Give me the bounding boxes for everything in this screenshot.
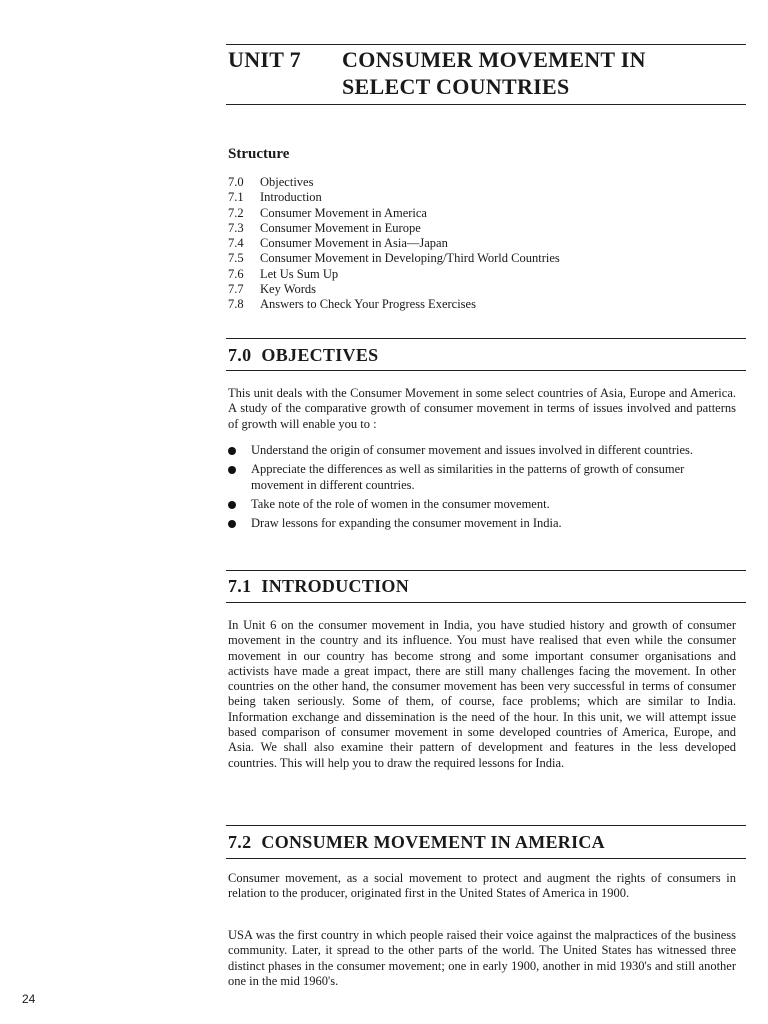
- toc-item: 7.1 Introduction: [228, 190, 322, 205]
- unit-title: [228, 46, 748, 100]
- structure-heading: Structure: [228, 146, 290, 162]
- section-rule: [226, 338, 746, 339]
- introduction-heading: 7.1 INTRODUCTION: [228, 576, 410, 596]
- list-item: Draw lessons for expanding the consumer movement in India.: [228, 516, 736, 531]
- bullet-icon: [228, 501, 236, 509]
- section-rule: [226, 858, 746, 859]
- section-rule: [226, 602, 746, 603]
- bullet-icon: [228, 447, 236, 455]
- list-item: Appreciate the differences as well as similarities in the patterns of growth of consumer movement in different countries.: [228, 462, 736, 493]
- toc-item: 7.5 Consumer Movement in Developing/Third World Countries: [228, 251, 560, 266]
- america-heading: 7.2 CONSUMER MOVEMENT IN AMERICA: [228, 832, 605, 852]
- toc-item: 7.3 Consumer Movement in Europe: [228, 220, 421, 235]
- unit-title-line2: SELECT COUNTRIES: [342, 74, 570, 99]
- objectives-list: [228, 443, 736, 535]
- toc-item: 7.0 Objectives: [228, 175, 314, 189]
- toc-item: 7.8 Answers to Check Your Progress Exercises: [228, 297, 476, 312]
- toc-item: 7.6 Let Us Sum Up: [228, 266, 339, 281]
- bullet-icon: [228, 520, 236, 528]
- section-rule: [226, 370, 746, 371]
- unit-number: UNIT 7: [228, 47, 301, 72]
- toc-item: 7.4 Consumer Movement in Asia—Japan: [228, 236, 448, 251]
- page-number: 24: [22, 992, 36, 1006]
- introduction-text: In Unit 6 on the consumer movement in India, you have studied history and growth of consumer movement in the country and its influence. You must have realised that even while the consumer movement in our country has become strong and some important consumer organisations and activists have made a great impact, there are still many challenges facing the movement. In other countries on the other hand, the consumer movement has been very successful in terms of consumer being taken seriously. Some of them, of course, face problems; which are similar to India. Information exchange and dissemination is the need of the hour. In this unit, we will attempt issue based comparison of consumer movement in some developed countries of America, Europe, and Asia. We shall also examine their pattern of development and features in the less developed countries. This will help you to draw the required lessons for India.: [228, 618, 736, 770]
- list-item: Understand the origin of consumer movement and issues involved in different countries.: [228, 443, 736, 458]
- toc-item: 7.2 Consumer Movement in America: [228, 205, 427, 220]
- section-rule: [226, 825, 746, 826]
- unit-title-line1: CONSUMER MOVEMENT IN: [342, 47, 646, 72]
- top-rule: [226, 44, 746, 45]
- toc-item: 7.7 Key Words: [228, 282, 317, 297]
- section-rule: [226, 570, 746, 571]
- america-para-2: USA was the first country in which people raised their voice against the malpractices of the business community. Later, it spread to the other parts of the world. The United States has witnessed three distinct phases in the consumer movement; one in early 1900, another in mid 1930's and still another one in the mid 1960's.: [228, 928, 736, 988]
- bullet-icon: [228, 466, 236, 474]
- objectives-intro: This unit deals with the Consumer Movement in some select countries of Asia, Europe and America. A study of the comparative growth of consumer movement in terms of issues involved and patterns of growth will enable you to :: [228, 386, 736, 431]
- title-bottom-rule: [226, 104, 746, 105]
- america-para-1: Consumer movement, as a social movement to protect and augment the rights of consumers in relation to the producer, originated first in the United States of America in 1900.: [228, 871, 736, 901]
- list-item: Take note of the role of women in the consumer movement.: [228, 497, 736, 512]
- objectives-heading: 7.0 OBJECTIVES: [228, 345, 379, 365]
- structure-list: [228, 175, 560, 313]
